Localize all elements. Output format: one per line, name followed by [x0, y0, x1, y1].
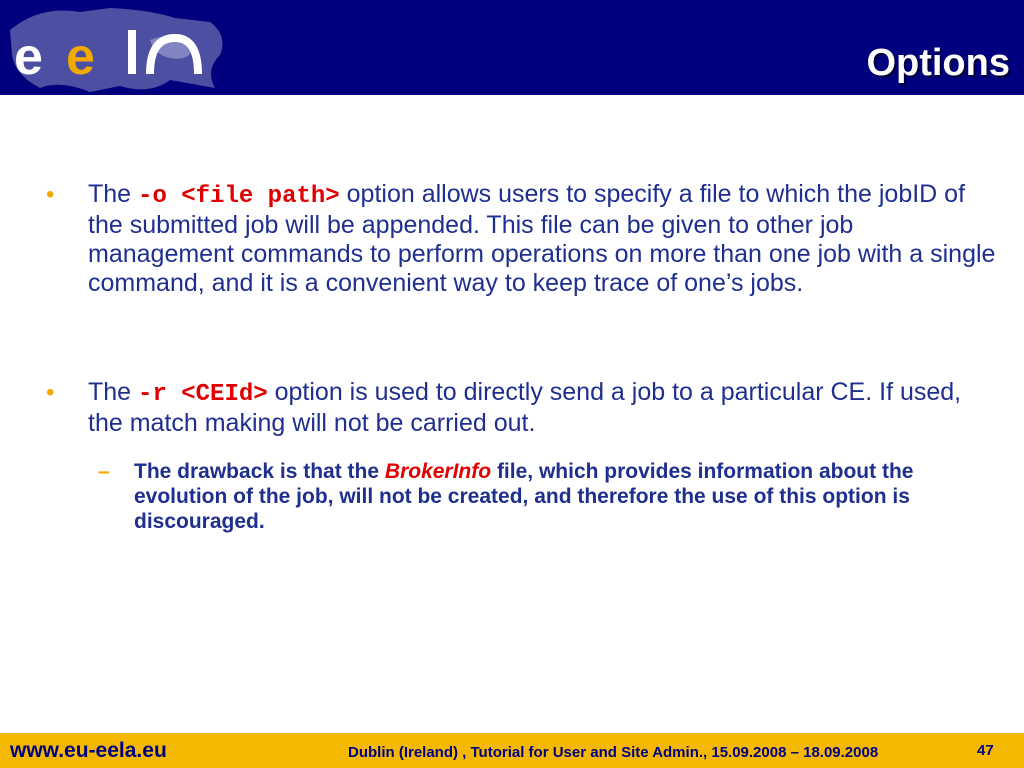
bullet-prefix: The [88, 180, 132, 208]
sub-text-before: The drawback is that the [134, 460, 380, 483]
logo-letter-e1: e [14, 28, 43, 86]
header-bar [0, 0, 1024, 95]
bullet-prefix: The [88, 378, 132, 406]
logo-letter-e2: e [66, 28, 95, 86]
bullet-marker: • [46, 379, 55, 406]
page-number: 47 [977, 742, 994, 759]
sub-emphasis: BrokerInfo [384, 460, 492, 483]
bullet-text: option allows users to specify a file to which the jobID of the submitted job will be appended. This file can be given to other job management commands to perform operations on more than one job with a single command, and it is a convenient way to keep trace of one’s jobs. [88, 180, 996, 297]
footer-bar [0, 733, 1024, 768]
bullet-marker: • [46, 181, 55, 208]
footer-url: www.eu-eela.eu [10, 739, 167, 762]
sub-text-after: file, which provides information about the evolution of the job, will not be created, and therefore the use of this option is discouraged. [134, 460, 914, 533]
slide-content [46, 180, 996, 555]
bullet-item [46, 180, 996, 298]
bullet-text: option is used to directly send a job to a particular CE. If used, the match making will not be carried out. [88, 378, 962, 437]
code-option: -r <CEId> [138, 381, 268, 408]
footer-event-info: Dublin (Ireland) , Tutorial for User and Site Admin., 15.09.2008 – 18.09.2008 [348, 744, 879, 761]
sub-bullet-marker: – [98, 460, 110, 483]
slide-title: Options [866, 42, 1010, 84]
bullet-item [46, 378, 996, 438]
sub-bullet-item [88, 459, 996, 534]
logo-letter-l [128, 30, 136, 74]
code-option: -o <file path> [138, 183, 340, 210]
eela-logo [0, 0, 240, 95]
